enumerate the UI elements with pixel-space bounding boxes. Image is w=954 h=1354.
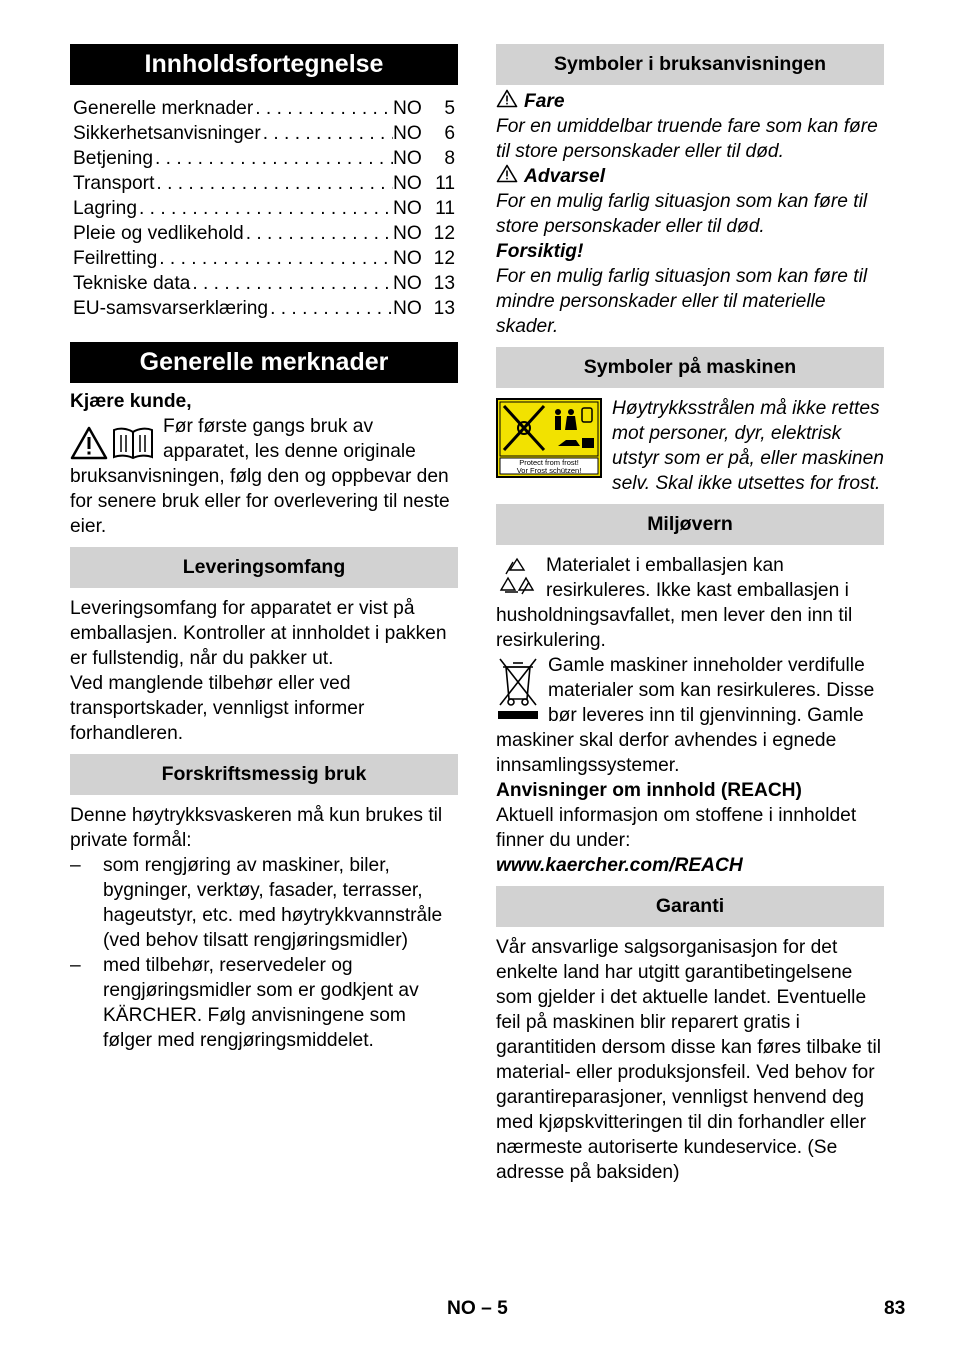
advarsel-text: For en mulig farlig situasjon som kan føre til store personskader eller til død. bbox=[496, 191, 868, 237]
toc-entry-section: NO bbox=[393, 123, 422, 144]
toc-entry[interactable] bbox=[70, 196, 458, 221]
toc-entry[interactable] bbox=[70, 171, 458, 196]
toc-heading: Innholdsfortegnelse bbox=[70, 44, 458, 85]
label-line-2: Vor Frost schützen! bbox=[516, 466, 582, 475]
fare-text: For en umiddelbar truende fare som kan føre til store personskader eller til død. bbox=[496, 116, 878, 162]
toc-entry[interactable] bbox=[70, 271, 458, 296]
warranty-text: Vår ansvarlige salgsorganisasjon for det enkelte land har utgitt garantibetingelsene som gjelder i det aktuelle landet. Eventuelle feil på maskinen blir reparert gratis i garantitiden dersom disse kan føres tilbake til material- eller produksjonsfeil. Ved behov for garantireparasjoner, vennligst henvend deg med kjøpskvitteringen til din forhandler eller nærmeste autoriserte kundeservice. (Se adresse på baksiden) bbox=[496, 937, 881, 1183]
toc-entry-section: NO bbox=[393, 148, 422, 169]
intro-icons bbox=[70, 416, 155, 460]
toc-leader-dots bbox=[261, 121, 393, 146]
symbols-manual-heading: Symboler i bruksanvisningen bbox=[496, 44, 884, 85]
toc-entry-section: NO bbox=[393, 248, 422, 269]
manual-book-icon bbox=[111, 426, 155, 460]
recycle-icon bbox=[496, 556, 538, 598]
toc-entry[interactable] bbox=[70, 246, 458, 271]
toc-entry-section: NO bbox=[393, 198, 422, 219]
delivery-text-2: Ved manglende tilbehør eller ved transportskader, vennligst informer forhandleren. bbox=[70, 673, 365, 744]
delivery-heading: Leveringsomfang bbox=[70, 547, 458, 588]
toc-entry-section: NO bbox=[393, 173, 422, 194]
general-heading: Generelle merknader bbox=[70, 342, 458, 383]
left-column bbox=[70, 44, 458, 1053]
fare-label-text: Fare bbox=[524, 91, 565, 112]
list-item-text: som rengjøring av maskiner, biler, bygninger, verktøy, fasader, terrasser, hageutstyr, etc. med høytrykkvannstråle (ved behov tilsatt rengjøringsmidler) bbox=[103, 855, 443, 951]
warranty-heading: Garanti bbox=[496, 886, 884, 927]
list-dash: – bbox=[70, 855, 81, 876]
toc-entry-label: Generelle merknader bbox=[73, 98, 254, 119]
advarsel-label-text: Advarsel bbox=[524, 166, 606, 187]
warning-triangle-icon bbox=[70, 426, 108, 460]
fare-label bbox=[496, 89, 884, 114]
toc-entry-section: NO bbox=[393, 223, 422, 244]
toc-entry-section: NO bbox=[393, 98, 422, 119]
list-item bbox=[70, 853, 458, 953]
intro-text: Før første gangs bruk av apparatet, les denne originale bruksanvisningen, følg den og oppbevar den for senere bruk eller for overlevering til neste eier. bbox=[70, 416, 450, 537]
toc-leader-dots bbox=[153, 146, 393, 171]
usage-intro: Denne høytrykksvaskeren må kun brukes til private formål: bbox=[70, 805, 443, 851]
toc-entry-page: 8 bbox=[444, 148, 455, 169]
toc-leader-dots bbox=[244, 221, 393, 246]
warning-triangle-icon bbox=[496, 89, 518, 108]
footer-page-number: 83 bbox=[884, 1298, 906, 1319]
toc-leader-dots bbox=[253, 96, 393, 121]
toc-leader-dots bbox=[190, 271, 393, 296]
toc-entry-page: 5 bbox=[444, 98, 455, 119]
toc-entry[interactable] bbox=[70, 146, 458, 171]
forsiktig-text: For en mulig farlig situasjon som kan føre til mindre personskader eller til materielle skader. bbox=[496, 266, 868, 337]
list-dash: – bbox=[70, 955, 81, 976]
reach-text: Aktuell informasjon om stoffene i innholdet finner du under: bbox=[496, 805, 857, 851]
toc-entry[interactable] bbox=[70, 296, 458, 321]
toc-entry[interactable] bbox=[70, 121, 458, 146]
greeting: Kjære kunde, bbox=[70, 391, 192, 412]
toc-leader-dots bbox=[157, 246, 393, 271]
toc-entry[interactable] bbox=[70, 221, 458, 246]
reach-heading: Anvisninger om innhold (REACH) bbox=[496, 780, 802, 801]
delivery-text-1: Leveringsomfang for apparatet er vist på emballasjen. Kontroller at innholdet i pakken er fullstendig, når du pakker ut. bbox=[70, 598, 447, 669]
usage-heading: Forskriftsmessig bruk bbox=[70, 754, 458, 795]
warning-triangle-icon bbox=[496, 164, 518, 183]
toc-entry-section: NO bbox=[393, 273, 422, 294]
high-pressure-warning-label-icon bbox=[496, 398, 602, 478]
toc-entry-label: Sikkerhetsanvisninger bbox=[73, 123, 261, 144]
crossed-bin-icon bbox=[496, 655, 540, 721]
toc-entry-label: Feilretting bbox=[73, 248, 158, 269]
toc-leader-dots bbox=[154, 171, 393, 196]
symbols-machine-text: Høytrykksstrålen må ikke rettes mot personer, dyr, elektrisk utstyr som er på, eller maskinen selv. Skal ikke utsettes for frost. bbox=[612, 398, 884, 494]
right-column bbox=[496, 44, 884, 1185]
toc-entry-label: Tekniske data bbox=[73, 273, 191, 294]
environment-text-2: Gamle maskiner inneholder verdifulle materialer som kan resirkuleres. Disse bør leveres inn til gjenvinning. Gamle maskiner skal derfor avhendes i egnede innsamlingssystemer. bbox=[496, 655, 875, 776]
toc-entry-page: 11 bbox=[435, 198, 455, 219]
list-item-text: med tilbehør, reservedeler og rengjøringsmidler som er godkjent av KÄRCHER. Følg anvisningene som følger med rengjøringsmiddelet. bbox=[103, 955, 419, 1051]
label-line-1: Protect from frost! bbox=[519, 458, 579, 467]
toc-leader-dots bbox=[137, 196, 393, 221]
toc-entry-section: NO bbox=[393, 298, 422, 319]
advarsel-label bbox=[496, 164, 884, 189]
toc-list bbox=[70, 96, 458, 321]
symbols-machine-heading: Symboler på maskinen bbox=[496, 347, 884, 388]
toc-entry-label: Transport bbox=[73, 173, 155, 194]
toc-entry-page: 12 bbox=[433, 223, 455, 244]
toc-entry[interactable] bbox=[70, 96, 458, 121]
toc-entry-page: 13 bbox=[433, 298, 455, 319]
environment-text-1: Materialet i emballasjen kan resirkuleres. Ikke kast emballasjen i husholdningsavfallet, men lever den inn til resirkulering. bbox=[496, 555, 853, 651]
forsiktig-label: Forsiktig! bbox=[496, 241, 584, 262]
list-item bbox=[70, 953, 458, 1053]
toc-entry-label: Lagring bbox=[73, 198, 138, 219]
toc-entry-label: EU-samsvarserklæring bbox=[73, 298, 269, 319]
toc-entry-label: Pleie og vedlikehold bbox=[73, 223, 244, 244]
toc-entry-page: 6 bbox=[444, 123, 455, 144]
toc-entry-page: 11 bbox=[435, 173, 455, 194]
toc-entry-label: Betjening bbox=[73, 148, 154, 169]
reach-link[interactable]: www.kaercher.com/REACH bbox=[496, 855, 743, 876]
footer-section: NO – 5 bbox=[447, 1298, 508, 1319]
toc-leader-dots bbox=[268, 296, 393, 321]
toc-entry-page: 12 bbox=[433, 248, 455, 269]
toc-entry-page: 13 bbox=[433, 273, 455, 294]
environment-heading: Miljøvern bbox=[496, 504, 884, 545]
